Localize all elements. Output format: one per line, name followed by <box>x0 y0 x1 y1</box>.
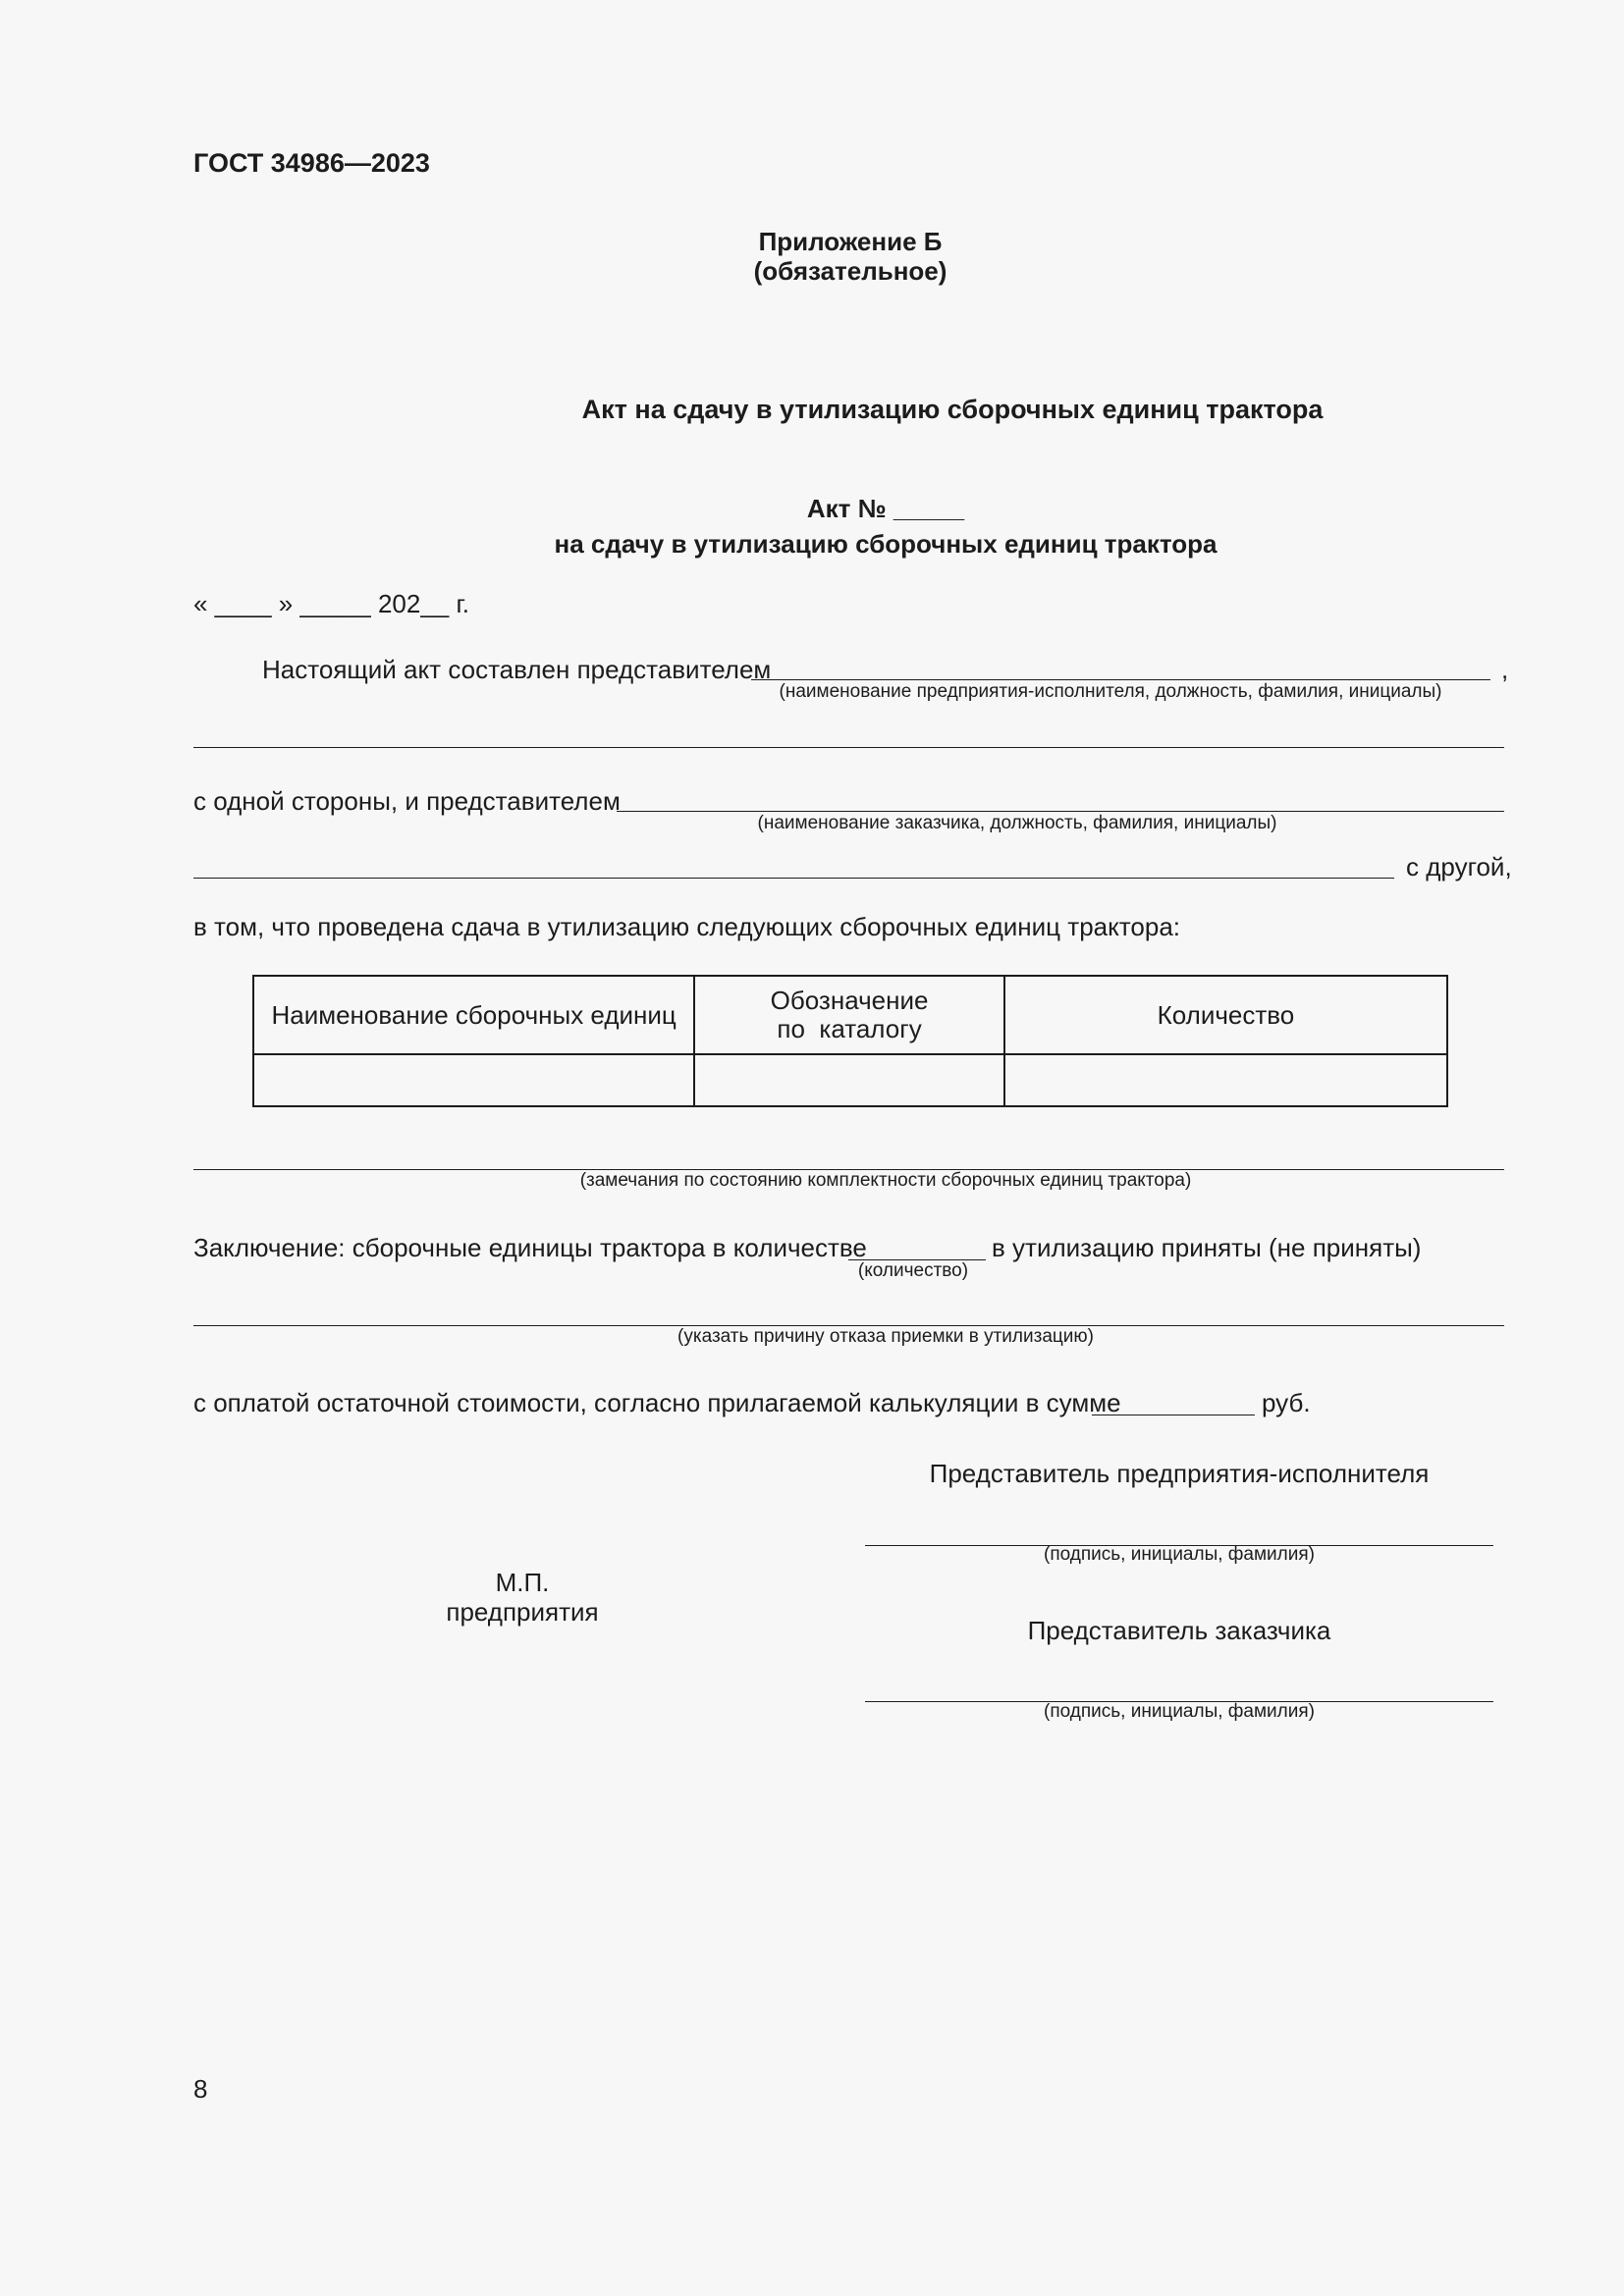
remarks-caption: (замечания по состоянию комплектности сборочных единиц трактора) <box>579 1170 1192 1191</box>
contractor-caption: (наименование предприятия-исполнителя, должность, фамилия, инициалы) <box>779 681 1442 702</box>
payment-start: с оплатой остаточной стоимости, согласно прилагаемой калькуляции в сумме <box>193 1388 1121 1417</box>
page-number: 8 <box>193 2074 208 2104</box>
contractor-rep-label: Представитель предприятия-исполнителя <box>929 1459 1430 1488</box>
customer-name-line <box>617 811 1504 812</box>
stamp-label-line1: М.П. <box>495 1568 550 1597</box>
conclusion-start: Заключение: сборочные единицы трактора в количестве <box>193 1233 867 1262</box>
units-table <box>252 975 1448 1107</box>
table-cell <box>694 1054 1004 1106</box>
column-header-quantity: Количество <box>1004 976 1447 1054</box>
refusal-caption: (указать причину отказа приемки в утилизацию) <box>677 1326 1094 1347</box>
appendix-title: Приложение Б <box>758 227 943 256</box>
contractor-signature-caption: (подпись, инициалы, фамилия) <box>1044 1544 1315 1565</box>
column-header-designation-line1: Обозначение <box>770 986 929 1015</box>
customer-name-line-2 <box>193 878 1394 879</box>
table-header-row <box>253 976 1447 1054</box>
intro-comma: , <box>1501 655 1509 684</box>
fact-text: в том, что проведена сдача в утилизацию следующих сборочных единиц трактора: <box>193 912 1181 941</box>
conclusion-end: в утилизацию приняты (не приняты) <box>992 1233 1422 1262</box>
column-header-name: Наименование сборочных единиц <box>253 976 694 1054</box>
intro-text: Настоящий акт составлен представителем <box>262 655 772 684</box>
appendix-status: (обязательное) <box>753 256 947 286</box>
customer-caption: (наименование заказчика, должность, фамилия, инициалы) <box>757 813 1277 833</box>
act-subtitle: на сдачу в утилизацию сборочных единиц трактора <box>554 529 1218 559</box>
quantity-caption: (количество) <box>857 1260 969 1281</box>
contractor-name-line <box>751 679 1490 680</box>
table-row <box>253 1054 1447 1106</box>
act-date-line: « ____ » _____ 202__ г. <box>193 589 470 618</box>
stamp-label-line2: предприятия <box>446 1597 599 1627</box>
column-header-designation <box>694 976 1004 1054</box>
customer-rep-label: Представитель заказчика <box>1027 1616 1331 1645</box>
one-side-text: с одной стороны, и представителем <box>193 786 621 816</box>
column-header-designation-line2: по каталогу <box>777 1014 922 1043</box>
main-title: Акт на сдачу в утилизацию сборочных единиц трактора <box>581 395 1324 424</box>
payment-end: руб. <box>1262 1388 1311 1417</box>
table-cell <box>253 1054 694 1106</box>
standard-header: ГОСТ 34986—2023 <box>193 148 430 178</box>
customer-signature-caption: (подпись, инициалы, фамилия) <box>1044 1701 1315 1722</box>
contractor-name-line-2 <box>193 747 1504 748</box>
other-side-text: с другой, <box>1406 852 1512 881</box>
act-number: Акт № _____ <box>806 494 965 523</box>
table-cell <box>1004 1054 1447 1106</box>
